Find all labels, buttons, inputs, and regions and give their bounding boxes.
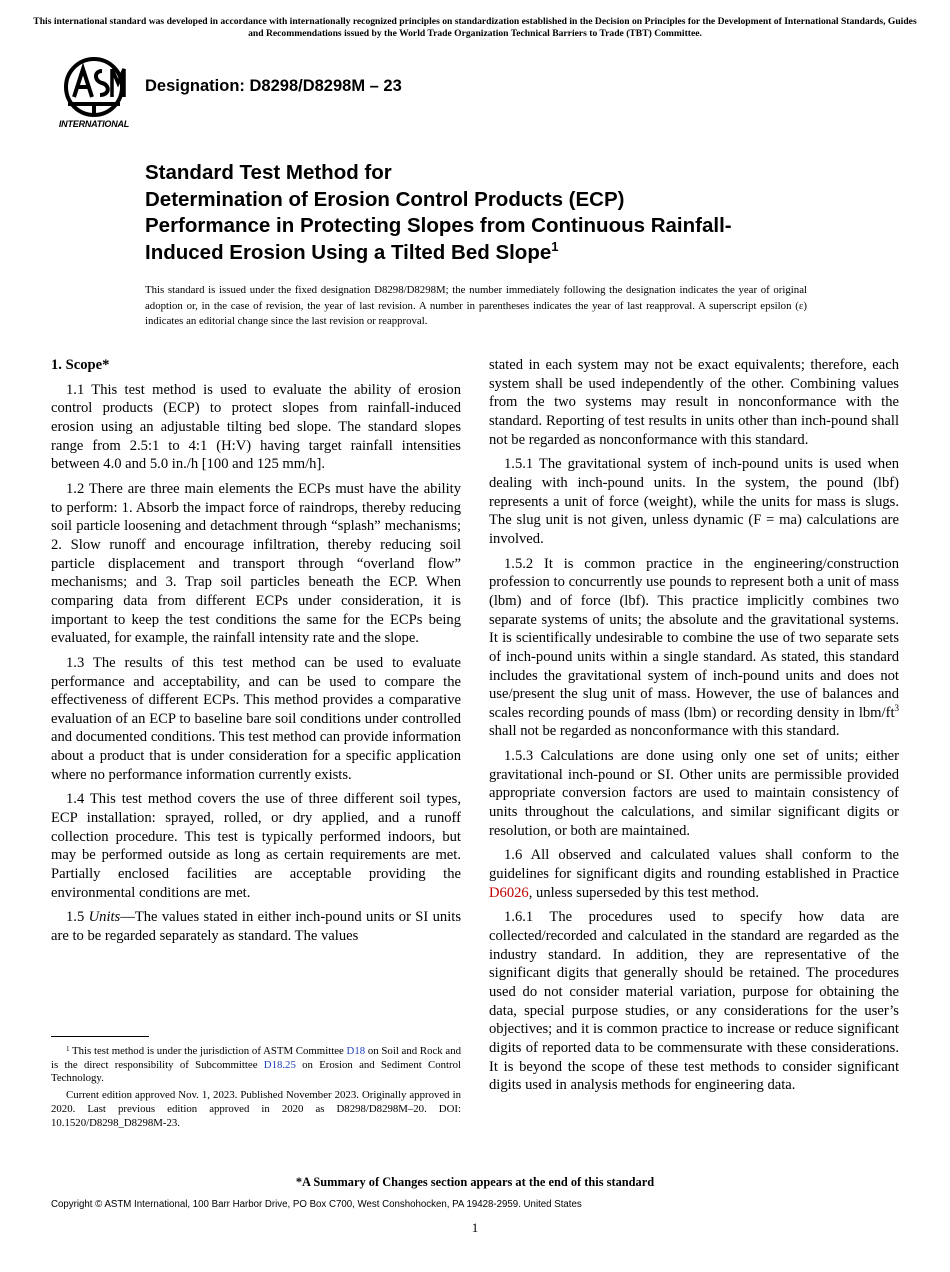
paragraph-1-5-text: —The values stated in either inch-pound units or SI units are to be regarded separately as standard. The values	[51, 909, 461, 945]
document-title	[145, 160, 845, 266]
footnote-1-mark: 1	[66, 1045, 70, 1053]
paragraph-1-5-italic: Units	[88, 909, 121, 926]
paragraph-1-4: 1.4 This test method covers the use of three different soil types, ECP installation: sprayed, rolled, or dry applied, and a runoff collection procedure. This test is typically performed indoors, but may be performed outside as long as certain requirements are met. Partially enclosed facilities are acceptable providing the environmental conditions are met.	[51, 791, 461, 901]
paragraph-1-5	[51, 908, 461, 945]
copyright: Copyright © ASTM International, 100 Barr Harbor Drive, PO Box C700, West Conshohocken, PA 19428-2959. United States	[51, 1199, 582, 1210]
paragraph-1-5-number: 1.5	[66, 909, 89, 926]
superscript-3: 3	[894, 702, 899, 713]
footnotes	[51, 1045, 461, 1133]
title-line-2: Determination of Erosion Control Products (ECP)	[145, 187, 625, 211]
committee-d18-link[interactable]: D18	[346, 1045, 366, 1057]
footnote-divider	[51, 1036, 149, 1037]
page-number: 1	[471, 1220, 479, 1235]
left-column	[51, 356, 461, 952]
paragraph-1-5-1: 1.5.1 The gravitational system of inch-pound units is used when dealing with inch-pound units. In the system, the pound (lbf) represents a unit of force (weight), while the units for mass is slugs. The slug unit is not given, unless dynamic (F = ma) calculations are involved.	[489, 456, 899, 547]
footnote-1-text-a: This test method is under the jurisdiction of ASTM Committee	[69, 1045, 347, 1057]
paragraph-1-5-continued: stated in each system may not be exact equivalents; therefore, each system shall be used independently of the other. Combining values from the two systems may result in nonconformance with the standard. Reporting of test results in units other than inch-pound shall not be regarded as nonconformance with this standard.	[489, 357, 899, 448]
footnote-1-text-c: on Erosion and Sediment Control Technology.	[51, 1058, 461, 1085]
paragraph-1-5-2-text-b: shall not be regarded as nonconformance with this standard.	[489, 723, 840, 740]
paragraph-1-6-text-b: , unless superseded by this test method.	[528, 884, 759, 901]
designation: Designation: D8298/D8298M – 23	[145, 77, 402, 95]
title-line-1: Standard Test Method for	[145, 161, 392, 184]
paragraph-1-5-2-text-a: 1.5.2 It is common practice in the engineering/construction profession to concurrently use pounds to represent both a unit of mass (lbm) and of force (lbf). This practice implicitly combines two separate systems of units; the absolute and the gravitational systems. It is scientifically undesirable to combine the use of two separate sets of inch-pound units within a single standard. As stated, this standard includes the gravitational system of inch-pound units and does not use/present the slug unit of mass. However, the use of balances and scales recording pounds of mass (lbm) or recording density in lbm/ft	[489, 555, 899, 721]
paragraph-1-6-1: 1.6.1 The procedures used to specify how data are collected/recorded and calculated in the standard are regarded as the industry standard. In addition, they are representative of the significant digits that generally should be retained. The procedures used do not consider material variation, purpose for obtaining the data, special purpose studies, or any considerations for the user’s objectives; and it is common practice to increase or reduce significant digits of reported data to be commensurate with these considerations. It is beyond the scope of these test methods to consider significant digits used in analysis methods for engineering data.	[489, 909, 899, 1094]
issue-note: This standard is issued under the fixed designation D8298/D8298M; the number immediately following the designation indicates the year of original adoption or, in the case of revision, the year of last revision. A number in parentheses indicates the year of last reapproval. A superscript epsilon (ε) indicates an editorial change since the last revision or reapproval.	[145, 284, 807, 327]
title-footnote-mark[interactable]: 1	[551, 238, 559, 254]
paragraph-1-3: 1.3 The results of this test method can be used to evaluate performance and acceptability, and can be used to compare the effectiveness of different ECPs. This method provides a comparative evaluation of an ECP to baseline bare soil conditions under controlled and documented conditions. This test method can provide information about a product that is under consideration for a specific application where no performance information currently exists.	[51, 654, 461, 783]
title-line-4-text: Induced Erosion Using a Tilted Bed Slope	[145, 240, 552, 264]
practice-d6026-link[interactable]: D6026	[489, 884, 529, 901]
wto-notice: This international standard was developed in accordance with internationally recognized principles on standardization established in the Decision on Principles for the Development of International Standards, Guides and Recommendations issued by the World Trade Organization Technical Barriers to Trade (TBT) Committee.	[33, 16, 917, 39]
paragraph-1-6	[489, 846, 899, 902]
astm-logo-icon	[52, 57, 136, 117]
astm-logo	[52, 57, 136, 131]
paragraph-1-6-text-a: 1.6 All observed and calculated values shall conform to the guidelines for significant digits and rounding established in Practice	[489, 847, 899, 883]
paragraph-1-5-3: 1.5.3 Calculations are done using only one set of units; either gravitational inch-pound or SI. Other units are permissible provided appropriate conversion factors are used to maintain consistency of units throughout the calculations, and similar significant digits or resolution, or both are maintained.	[489, 748, 899, 839]
section-heading-scope: 1. Scope*	[51, 357, 110, 373]
title-line-4	[145, 240, 845, 267]
logo-text: INTERNATIONAL	[58, 119, 130, 129]
subcommittee-d18-25-link[interactable]: D18.25	[263, 1058, 296, 1071]
paragraph-1-1: 1.1 This test method is used to evaluate the ability of erosion control products (ECP) to protect slopes from rainfall-induced erosion using an adjustable tilting bed slope. The standard slopes range from 2.5:1 to 4:1 (H:V) having target rainfall intensities between 4.0 and 5.0 in./h [100 and 125 mm/h].	[51, 381, 461, 473]
footnote-1-text-b: on Soil and Rock and is the direct responsibility of Subcommittee	[51, 1045, 461, 1071]
footnote-2: Current edition approved Nov. 1, 2023. Published November 2023. Originally approved in 2020. Last previous edition approved in 2020 as D8298/D8298M–20. DOI: 10.1520/D8298_D8298M-23.	[51, 1089, 461, 1129]
paragraph-1-2: 1.2 There are three main elements the ECPs must have the ability to perform: 1. Absorb the impact force of raindrops, thereby reducing soil particle loosening and detachment through “splash” mechanisms; 2. Slow runoff and encourage infiltration, thereby reducing soil particle displacement and transport through “overland flow” mechanisms; and 3. Trap soil particles beneath the ECP. When comparing data from different ECPs under consideration, it is important to keep the test conditions the same for the ECPs being evaluated, for example, the rainfall intensity rate and the slope.	[51, 480, 461, 647]
footnote-1	[51, 1045, 461, 1086]
title-line-3: Performance in Protecting Slopes from Continuous Rainfall-	[145, 214, 732, 237]
paragraph-1-5-2	[489, 555, 899, 742]
right-column	[489, 356, 899, 1101]
summary-of-changes-note: *A Summary of Changes section appears at the end of this standard	[295, 1175, 655, 1189]
